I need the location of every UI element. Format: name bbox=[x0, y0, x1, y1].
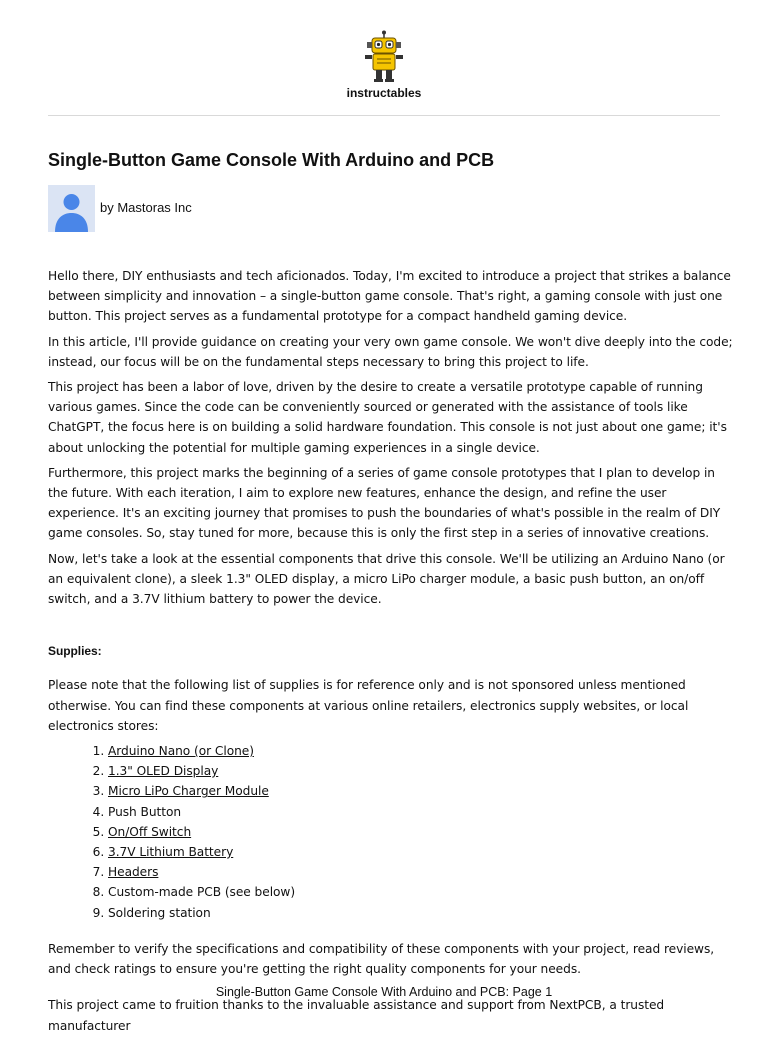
supplies-closing: Remember to verify the specifications and compatibility of these components with your project, read reviews, and check ratings to ensure you're getting the right quality components for your needs. bbox=[48, 941, 715, 977]
list-item bbox=[108, 761, 734, 781]
article-body bbox=[48, 266, 734, 1041]
paragraph: Furthermore, this project marks the beginning of a series of game console prototypes that I plan to develop in the future. With each iteration, I aim to explore new features, enhance the design, and refine the user experience. It's an exciting journey that promises to push the boundaries of what's possible in the realm of DIY game consoles. So, stay tuned for more, because this is only the first step in a series of innovative creations. bbox=[48, 465, 721, 541]
list-item bbox=[108, 781, 734, 801]
list-item bbox=[108, 802, 734, 822]
supply-link[interactable]: Headers bbox=[108, 865, 159, 880]
instructables-robot-icon bbox=[361, 30, 407, 84]
supply-link[interactable]: On/Off Switch bbox=[108, 824, 192, 839]
list-item bbox=[108, 862, 734, 882]
list-item bbox=[108, 741, 734, 761]
supply-text: Custom-made PCB (see below) bbox=[108, 885, 296, 900]
paragraph: In this article, I'll provide guidance on creating your very own game console. We won't dive deeply into the code; instead, our focus will be on the fundamental steps necessary to bring this project to life. bbox=[48, 334, 733, 369]
supply-link[interactable]: 3.7V Lithium Battery bbox=[108, 845, 234, 860]
paragraph: This project has been a labor of love, driven by the desire to create a versatile prototype capable of running various games. Since the code can be conveniently sourced or generated with the assistance of tools like ChatGPT, the focus here is on building a solid hardware foundation. This console is not just about one game; it's about unlocking the potential for multiple gaming experiences in a single device. bbox=[48, 380, 727, 455]
supply-link[interactable]: 1.3" OLED Display bbox=[108, 764, 219, 779]
author-byline: by Mastoras Inc bbox=[100, 200, 192, 215]
list-item bbox=[108, 903, 734, 923]
supplies-list bbox=[48, 741, 734, 923]
supply-link[interactable]: Arduino Nano (or Clone) bbox=[108, 744, 254, 759]
thanks-paragraph: This project came to fruition thanks to the invaluable assistance and support from NextPCB, a trusted manufacturer bbox=[48, 998, 665, 1033]
supplies-heading: Supplies: bbox=[48, 644, 102, 659]
page-title: Single-Button Game Console With Arduino and PCB bbox=[48, 150, 495, 170]
list-item bbox=[108, 822, 734, 842]
author-avatar bbox=[48, 185, 95, 232]
supplies-intro: Please note that the following list of supplies is for reference only and is not sponsored unless mentioned otherwise. You can find these components at various online retailers, electronics supply websites, or local electronics stores: bbox=[48, 678, 689, 733]
brand-name: instructables bbox=[346, 86, 422, 100]
page-footer: Single-Button Game Console With Arduino and PCB: Page 1 bbox=[215, 985, 553, 999]
user-avatar-icon bbox=[48, 185, 95, 232]
supply-text: Soldering station bbox=[108, 905, 211, 920]
list-item bbox=[108, 842, 734, 862]
site-header bbox=[0, 30, 768, 100]
supply-link[interactable]: Micro LiPo Charger Module bbox=[108, 784, 269, 799]
paragraph: Now, let's take a look at the essential components that drive this console. We'll be utilizing an Arduino Nano (or an equivalent clone), a sleek 1.3" OLED display, a micro LiPo charger module, a basic push button, an on/off switch, and a 3.7V lithium battery to power the device. bbox=[48, 551, 725, 607]
list-item bbox=[108, 882, 734, 902]
header-divider bbox=[48, 115, 720, 116]
paragraph: Hello there, DIY enthusiasts and tech aficionados. Today, I'm excited to introduce a project that strikes a balance between simplicity and innovation – a single-button game console. That's right, a gaming console with just one button. This project serves as a fundamental prototype for a compact handheld gaming device. bbox=[48, 269, 731, 324]
supply-text: Push Button bbox=[108, 804, 182, 819]
